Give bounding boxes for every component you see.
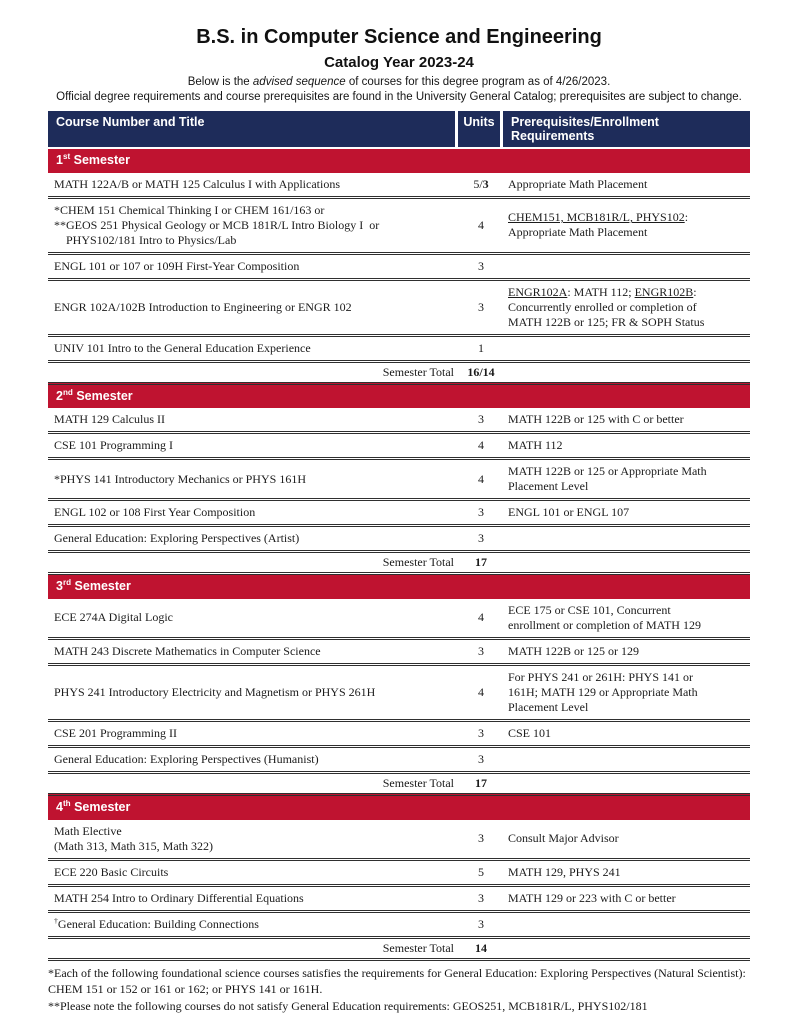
course-title-cell: *PHYS 141 Introductory Mechanics or PHYS 161H <box>48 459 458 500</box>
semester-total-units: 14 <box>458 937 504 959</box>
semester-total-units: 17 <box>458 552 504 574</box>
units-cell: 3 <box>458 279 504 335</box>
course-row <box>48 746 750 772</box>
course-row <box>48 408 750 433</box>
units-cell: 3 <box>458 911 504 937</box>
prerequisites-cell: ECE 175 or CSE 101, Concurrent enrollment or completion of MATH 129 <box>504 599 750 639</box>
course-title-cell: CSE 101 Programming I <box>48 433 458 459</box>
prerequisites-cell: For PHYS 241 or 261H: PHYS 141 or 161H; MATH 129 or Appropriate Math Placement Level <box>504 664 750 720</box>
table-header-row <box>48 111 750 147</box>
course-row <box>48 197 750 253</box>
semester-total-spacer <box>504 361 750 383</box>
units-cell: 3 <box>458 820 504 860</box>
units-cell: 3 <box>458 253 504 279</box>
course-row <box>48 599 750 639</box>
prerequisites-cell: MATH 122B or 125 or Appropriate Math Placement Level <box>504 459 750 500</box>
semester-total-label: Semester Total <box>48 552 458 574</box>
page-title: B.S. in Computer Science and Engineering <box>196 26 602 48</box>
course-row <box>48 526 750 552</box>
column-header-prereq: Prerequisites/Enrollment Requirements <box>503 111 750 147</box>
course-row <box>48 279 750 335</box>
units-cell: 5 <box>458 859 504 885</box>
course-row <box>48 664 750 720</box>
units-cell: 4 <box>458 664 504 720</box>
course-row <box>48 459 750 500</box>
course-title-cell: MATH 254 Intro to Ordinary Differential Equations <box>48 885 458 911</box>
semester-total-spacer <box>504 772 750 794</box>
units-cell: 5/3 <box>458 173 504 198</box>
column-header-units: Units <box>458 111 500 147</box>
course-title-cell: General Education: Exploring Perspectives (Artist) <box>48 526 458 552</box>
course-row <box>48 885 750 911</box>
course-title-cell: †General Education: Building Connections <box>48 911 458 937</box>
semester-header-label: 3rd Semester <box>48 574 750 599</box>
prerequisites-cell <box>504 526 750 552</box>
course-title-cell: General Education: Exploring Perspectives (Humanist) <box>48 746 458 772</box>
prerequisites-cell: CSE 101 <box>504 720 750 746</box>
course-row <box>48 911 750 937</box>
prerequisites-cell <box>504 746 750 772</box>
course-title-cell: PHYS 241 Introductory Electricity and Magnetism or PHYS 261H <box>48 664 458 720</box>
course-title-cell: ECE 220 Basic Circuits <box>48 859 458 885</box>
units-cell: 4 <box>458 197 504 253</box>
course-title-cell: MATH 122A/B or MATH 125 Calculus I with Applications <box>48 173 458 198</box>
course-row <box>48 820 750 860</box>
semester-total-units: 17 <box>458 772 504 794</box>
prerequisites-cell: MATH 129 or 223 with C or better <box>504 885 750 911</box>
course-title-cell: ENGR 102A/102B Introduction to Engineering or ENGR 102 <box>48 279 458 335</box>
footnote-gen-ed-exclusions: **Please note the following courses do not satisfy General Education requirements: GEOS251, MCB181R/L, PHYS102/181 <box>48 999 648 1014</box>
course-row <box>48 500 750 526</box>
units-cell: 4 <box>458 433 504 459</box>
prerequisites-cell: MATH 122B or 125 or 129 <box>504 638 750 664</box>
prerequisites-cell: Consult Major Advisor <box>504 820 750 860</box>
units-cell: 3 <box>458 885 504 911</box>
prerequisites-cell: MATH 122B or 125 with C or better <box>504 408 750 433</box>
units-cell: 3 <box>458 720 504 746</box>
semester-header <box>48 149 750 173</box>
catalog-disclaimer: Official degree requirements and course prerequisites are found in the University General Catalog; prerequisites are subject to change. <box>56 91 742 103</box>
units-cell: 3 <box>458 500 504 526</box>
course-title-cell: Math Elective (Math 313, Math 315, Math 322) <box>48 820 458 860</box>
course-title-cell: ENGL 101 or 107 or 109H First-Year Composition <box>48 253 458 279</box>
course-title-cell: *CHEM 151 Chemical Thinking I or CHEM 161/163 or **GEOS 251 Physical Geology or MCB 181R/L Intro Biology I or PHYS102/181 Intro to Physics/Lab <box>48 197 458 253</box>
course-title-cell: ECE 274A Digital Logic <box>48 599 458 639</box>
semester-header <box>48 383 750 408</box>
course-schedule-table <box>48 149 750 961</box>
course-title-cell: CSE 201 Programming II <box>48 720 458 746</box>
prerequisites-cell: ENGL 101 or ENGL 107 <box>504 500 750 526</box>
units-cell: 1 <box>458 335 504 361</box>
units-cell: 4 <box>458 459 504 500</box>
semester-header <box>48 794 750 819</box>
semester-total-spacer <box>504 552 750 574</box>
footnotes <box>48 965 750 1015</box>
course-row <box>48 638 750 664</box>
course-row <box>48 859 750 885</box>
course-row <box>48 173 750 198</box>
prerequisites-cell: MATH 129, PHYS 241 <box>504 859 750 885</box>
semester-total-label: Semester Total <box>48 772 458 794</box>
course-row <box>48 433 750 459</box>
semester-total-row <box>48 552 750 574</box>
semester-total-units: 16/14 <box>458 361 504 383</box>
semester-header-label: 1st Semester <box>48 149 750 173</box>
course-title-cell: MATH 129 Calculus II <box>48 408 458 433</box>
advisory-note: Below is the advised sequence of courses for this degree program as of 4/26/2023. <box>187 76 611 88</box>
prerequisites-cell <box>504 911 750 937</box>
catalog-year-subtitle: Catalog Year 2023-24 <box>324 54 474 71</box>
prerequisites-cell <box>504 253 750 279</box>
prerequisites-cell: Appropriate Math Placement <box>504 173 750 198</box>
course-row <box>48 720 750 746</box>
units-cell: 4 <box>458 599 504 639</box>
semester-total-row <box>48 937 750 959</box>
course-row <box>48 335 750 361</box>
units-cell: 3 <box>458 408 504 433</box>
footnote-natural-scientist: *Each of the following foundational science courses satisfies the requirements for General Education: Exploring Perspectives (Natural Scientist): CHEM 151 or 152 or 161 or 162; or PHYS 141 or 161H. <box>48 965 746 997</box>
semester-header-label: 4th Semester <box>48 794 750 819</box>
semester-total-label: Semester Total <box>48 361 458 383</box>
units-cell: 3 <box>458 526 504 552</box>
semester-header <box>48 574 750 599</box>
course-title-cell: MATH 243 Discrete Mathematics in Computer Science <box>48 638 458 664</box>
semester-total-label: Semester Total <box>48 937 458 959</box>
prerequisites-cell: CHEM151, MCB181R/L, PHYS102: Appropriate Math Placement <box>504 197 750 253</box>
semester-total-row <box>48 361 750 383</box>
semester-total-spacer <box>504 937 750 959</box>
prerequisites-cell <box>504 335 750 361</box>
course-row <box>48 253 750 279</box>
course-title-cell: ENGL 102 or 108 First Year Composition <box>48 500 458 526</box>
prerequisites-cell: ENGR102A: MATH 112; ENGR102B: Concurrently enrolled or completion of MATH 122B or 125; FR & SOPH Status <box>504 279 750 335</box>
column-header-course: Course Number and Title <box>48 111 455 147</box>
semester-total-row <box>48 772 750 794</box>
units-cell: 3 <box>458 638 504 664</box>
units-cell: 3 <box>458 746 504 772</box>
prerequisites-cell: MATH 112 <box>504 433 750 459</box>
course-title-cell: UNIV 101 Intro to the General Education Experience <box>48 335 458 361</box>
semester-header-label: 2nd Semester <box>48 383 750 408</box>
